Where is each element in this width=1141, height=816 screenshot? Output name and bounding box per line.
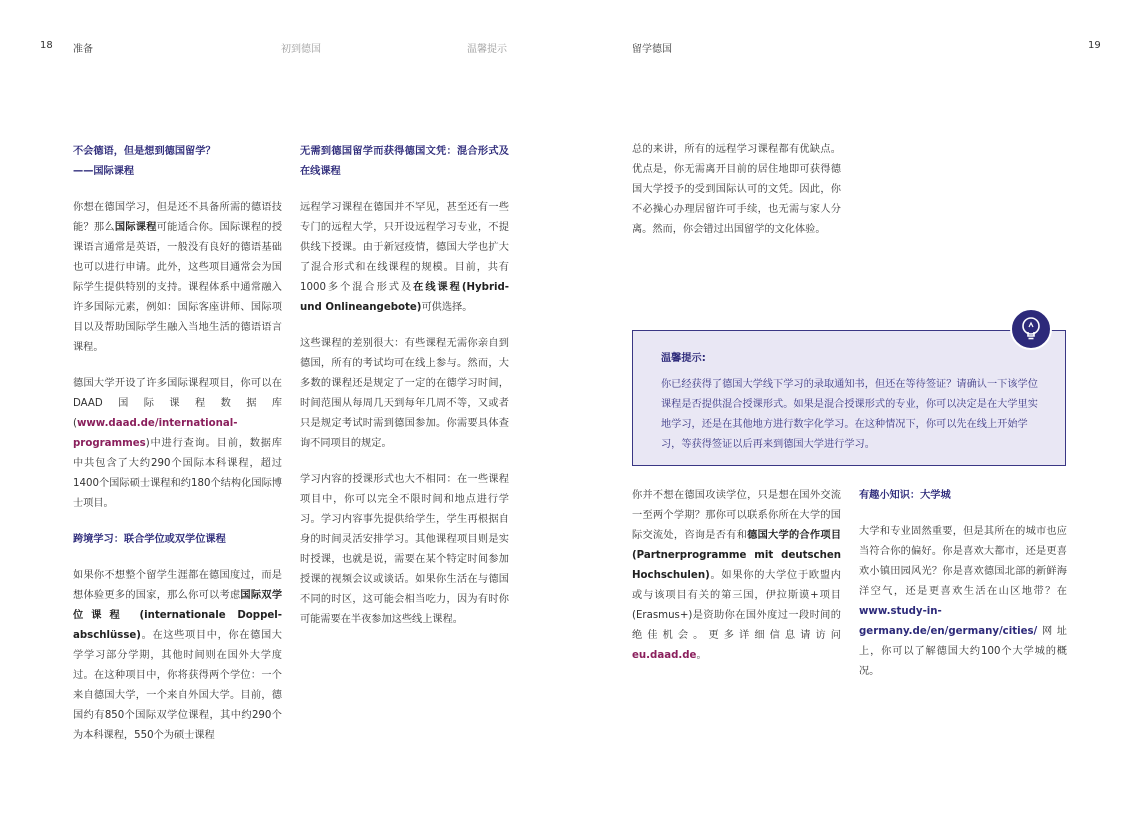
paragraph-double-degree: 如果你不想整个留学生涯都在德国度过，而是想体验更多的国家，那么你可以考虑国际双学位课程 (internationale Doppel-abschlüsse)。在这些项目中，你在德国大学学习部分学期，其他时间则在国外大学度过。在这种项目中，你将获得两个学位：一个来自德国大学，一个来自外国大学。目前，德国约有850个国际双学位课程，其中约290个为本科课程，550个为硕士课程 [73, 570, 283, 741]
paragraph-intl-courses: 你想在德国学习，但是还不具备所需的德语技能？那么国际课程可能适合你。国际课程的授课语言通常是英语，一般没有良好的德语基础也可以进行申请。此外，这些项目通常会为国际学生提供特别的支持。课程体系中通常融入许多国际元素，例如：国际客座讲师、国际项目以及帮助国际学生融入当地生活的德语语言课程。 [73, 202, 283, 353]
column-5 [859, 486, 1067, 698]
study-in-germany-link[interactable]: www.study-in-germany.de/en/germany/cities/ [859, 606, 1038, 637]
lightbulb-icon [1010, 308, 1052, 350]
heading-intl-courses-sub: ——国际课程 [73, 166, 135, 177]
right-section-title: 留学德国 [632, 44, 672, 55]
daad-link[interactable]: www.daad.de/international-programmes [73, 418, 238, 449]
paragraph-daad-database: 德国大学开设了许多国际课程项目，你可以在DAAD国际课程数据库(www.daad.de/international-programmes)中进行查询。目前，数据库中共包含了大约290个国际本科课程，超过1400个国际硕士课程和约180个结构化国际博士项目。 [73, 378, 282, 509]
paragraph-course-differences: 这些课程的差别很大：有些课程无需你亲自到德国，所有的考试均可在线上参与。然而，大多数的课程还是规定了一定的在德学习时间，时间范围从每周几天到每年几周不等，又或者只是规定考试时需到德国参加。你需要具体查询不同项目的规定。 [300, 338, 509, 449]
heading-university-towns: 有趣小知识：大学城 [859, 490, 951, 501]
column-1 [73, 142, 282, 762]
column-2 [300, 142, 509, 646]
tip-text: 你已经获得了德国大学线下学习的录取通知书，但还在等待签证？请确认一下该学位课程是否提供混合授课形式。如果是混合授课形式的专业，你可以决定是在大学里实地学习，还是在其他地方进行数字化学习。在这种情况下，你可以先在线上开始学习，等获得签证以后再来到德国大学进行学习。 [661, 379, 1038, 450]
left-section-title: 准备 [73, 44, 93, 55]
left-tab-arrival: 初到德国 [281, 44, 321, 55]
paragraph-distance-learning: 远程学习课程在德国并不罕见，甚至还有一些专门的远程大学，只开设远程学习专业，不提供线下授课。由于新冠疫情，德国大学也扩大了混合形式和在线课程的规模。目前，共有1000多个混合形式及在线课程(Hybrid- und Onlineangebote)可供选择。 [300, 202, 509, 313]
tip-title: 温馨提示: [661, 353, 706, 364]
paragraph-teaching-formats: 学习内容的授课形式也大不相同：在一些课程项目中，你可以完全不限时间和地点进行学习。学习内容事先提供给学生，学生再根据自身的时间灵活安排学习。其他课程项目则是实时授课，也就是说，需要在某个特定时间参加授课的视频会议或谈话。如果你生活在与德国不同的时区，这可能会相当吃力，因为有时你可能需要在半夜参加这些线上课程。 [300, 474, 509, 625]
eu-daad-link[interactable]: eu.daad.de [632, 650, 697, 661]
column-3 [632, 140, 841, 256]
heading-online-courses: 无需到德国留学而获得德国文凭：混合形式及在线课程 [300, 146, 509, 177]
paragraph-exchange: 你并不想在德国攻读学位，只是想在国外交流一至两个学期？那你可以联系你所在大学的国际交流处，咨询是否有和德国大学的合作项目(Partnerprogramme mit deutschen Hochschulen)。如果你的大学位于欧盟内或与该项目有关的第三国，伊拉斯谟+项目(Erasmus+)是资助你在国外度过一段时间的绝佳机会。更多详细信息请访问eu.daad.de。 [632, 490, 842, 661]
heading-double-degree: 跨境学习：联合学位或双学位课程 [73, 534, 226, 545]
paragraph-university-towns: 大学和专业固然重要，但是其所在的城市也应当符合你的偏好。你是喜欢大都市，还是更喜欢小镇田园风光？你是喜欢德国北部的新鲜海洋空气，还是更喜欢生活在山区地带？在www.study-in-germany.de/en/germany/cities/网址上，你可以了解德国大约100个大学城的概况。 [859, 526, 1067, 677]
tip-box [632, 330, 1066, 466]
heading-intl-courses: 不会德语，但是想到德国留学？ [73, 146, 216, 157]
left-page-number: 18 [40, 40, 53, 51]
right-page-number: 19 [1088, 40, 1101, 51]
left-tab-tips: 温馨提示 [467, 44, 507, 55]
paragraph-pros-cons: 总的来讲，所有的远程学习课程都有优缺点。优点是，你无需离开目前的居住地即可获得德国大学授予的受到国际认可的文凭。因此，你不必操心办理居留许可手续，也无需与家人分离。然而，你会错过出国留学的文化体验。 [632, 144, 841, 235]
column-4 [632, 486, 841, 682]
